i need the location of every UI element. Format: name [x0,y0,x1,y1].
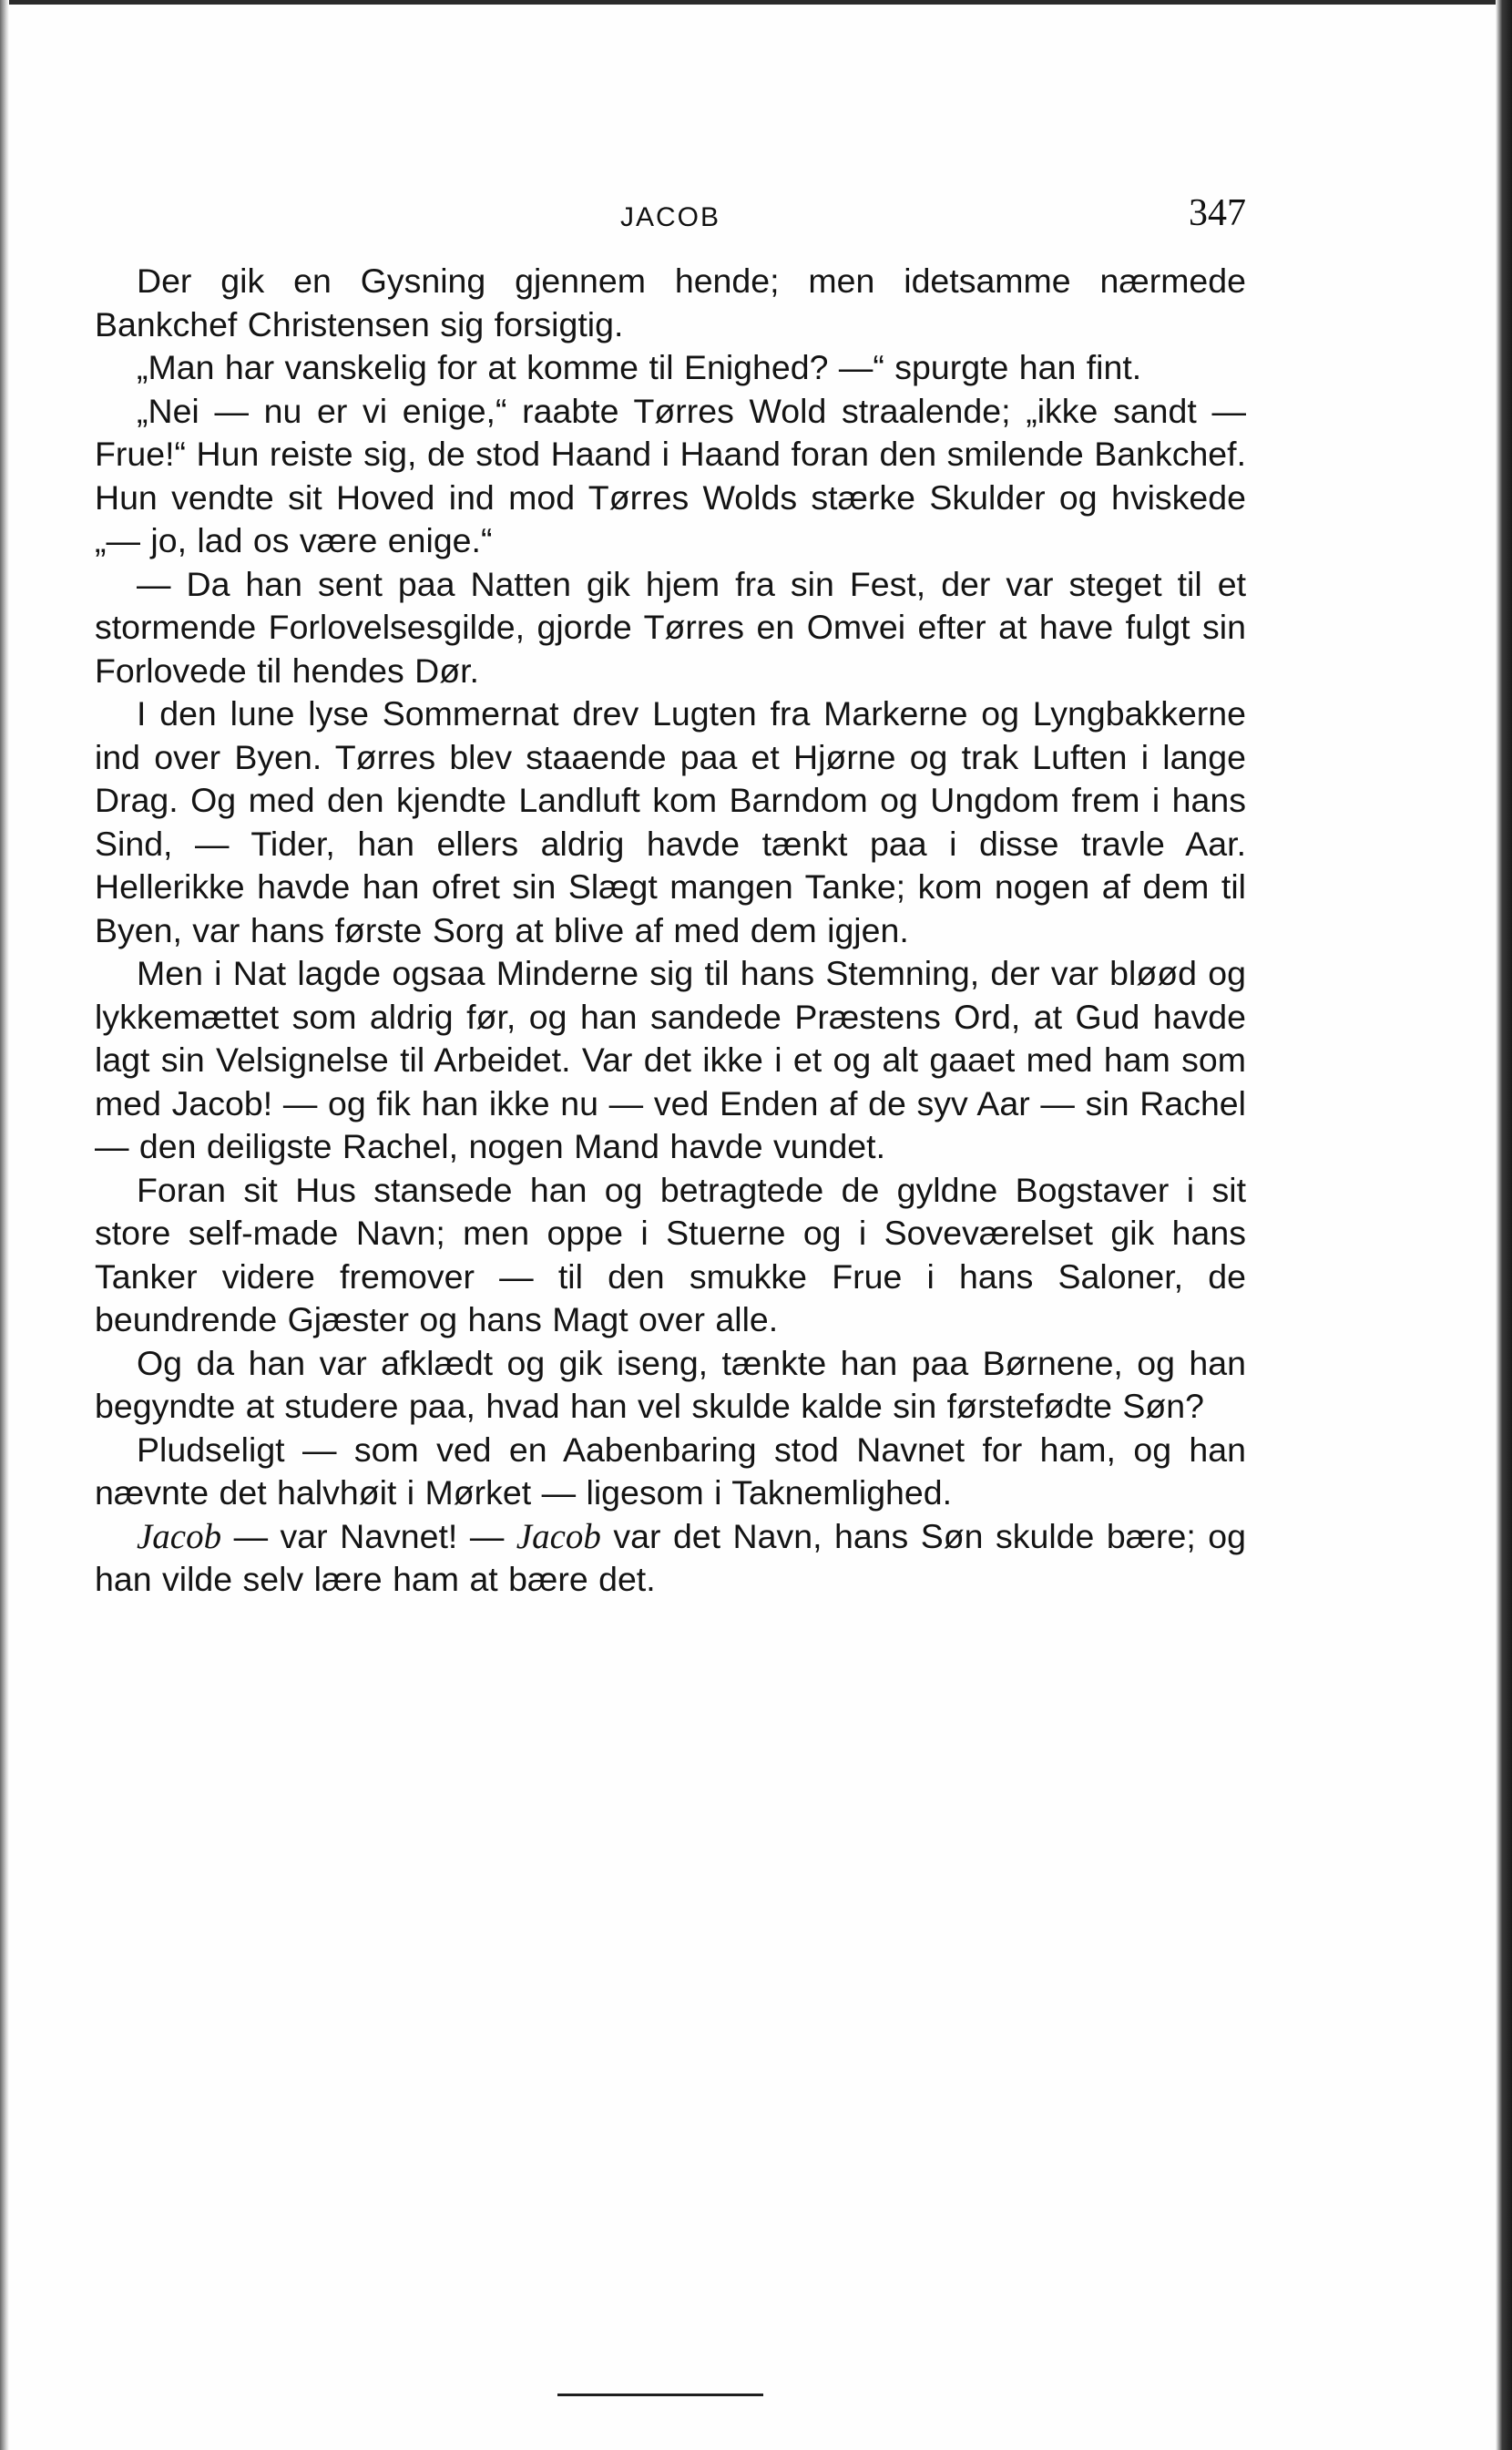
page-number: 347 [1189,192,1246,234]
paragraph: Pludseligt — som ved en Aabenbaring stod Navnet for ham, og han nævnte det halvhøit i Mørket — ligesom i Taknemlighed. [95,1430,1246,1512]
text-segment: — var Navnet! — [221,1516,516,1555]
paragraph: „Man har vanskelig for at komme til Enighed? —“ spurgte han fint. [137,348,1142,386]
paragraph: Og da han var afklædt og gik iseng, tænkte han paa Børnene, og han begyndte at studere paa, hvad han vel skulde kalde sin førstefødte Søn? [95,1343,1246,1425]
text-segment: var det Navn, hans Søn skulde bære; og han vilde selv lære ham at bære det. [95,1516,1246,1598]
scan-top-edge [0,0,1512,5]
scan-right-edge [1496,0,1512,2450]
paragraph: Der gik en Gysning gjennem hende; men idetsamme nærmede Bankchef Christensen sig forsigtig. [95,261,1246,343]
chapter-end-rule [557,2394,763,2396]
paragraph: Men i Nat lagde ogsaa Minderne sig til hans Stemning, der var bløød og lykkemættet som aldrig før, og han sandede Præstens Ord, at Gud havde lagt sin Velsignelse til Arbeidet. Var det ikke i et og alt gaaet med ham som med Jacob! — og fik han ikke nu — ved Enden af de syv Aar — sin Rachel — den deiligste Rachel, nogen Mand havde vundet. [95,954,1246,1165]
final-paragraph [95,1515,1246,1602]
page-header [95,191,1246,246]
running-title: JACOB [619,202,721,232]
paragraph: — Da han sent paa Natten gik hjem fra sin Fest, der var steget til et stormende Forlovelsesgilde, gjorde Tørres en Omvei efter at have fulgt sin Forlovede til hendes Dør. [95,564,1246,690]
paragraph: I den lune lyse Sommernat drev Lugten fra Markerne og Lyngbakkerne ind over Byen. Tørres blev staaende paa et Hjørne og trak Luften i lange Drag. Og med den kjendte Landluft kom Barndom og Ungdom frem i hans Sind, — Tider, han ellers aldrig havde tænkt paa i disse travle Aar. Hellerikke havde han ofret sin Slægt mangen Tanke; kom nogen af dem til Byen, var hans første Sorg at blive af med dem igjen. [95,694,1246,949]
paragraph: Foran sit Hus stansede han og betragtede de gyldne Bogstaver i sit store self-made Navn; men oppe i Stuerne og i Soveværelset gik hans Tanker videre fremover — til den smukke Frue i hans Saloner, de beundrende Gjæster og hans Magt over alle. [95,1170,1246,1338]
italic-name: Jacob [137,1516,222,1556]
scan-left-edge [0,0,9,2450]
italic-name: Jacob [516,1516,601,1556]
paragraph: „Nei — nu er vi enige,“ raabte Tørres Wold straalende; „ikke sandt — Frue!“ Hun reiste sig, de stod Haand i Haand foran den smilende Bankchef. Hun vendte sit Hoved ind mod Tørres Wolds stærke Skulder og hviskede „— jo, lad os være enige.“ [95,391,1246,559]
body-text [95,260,1246,1602]
